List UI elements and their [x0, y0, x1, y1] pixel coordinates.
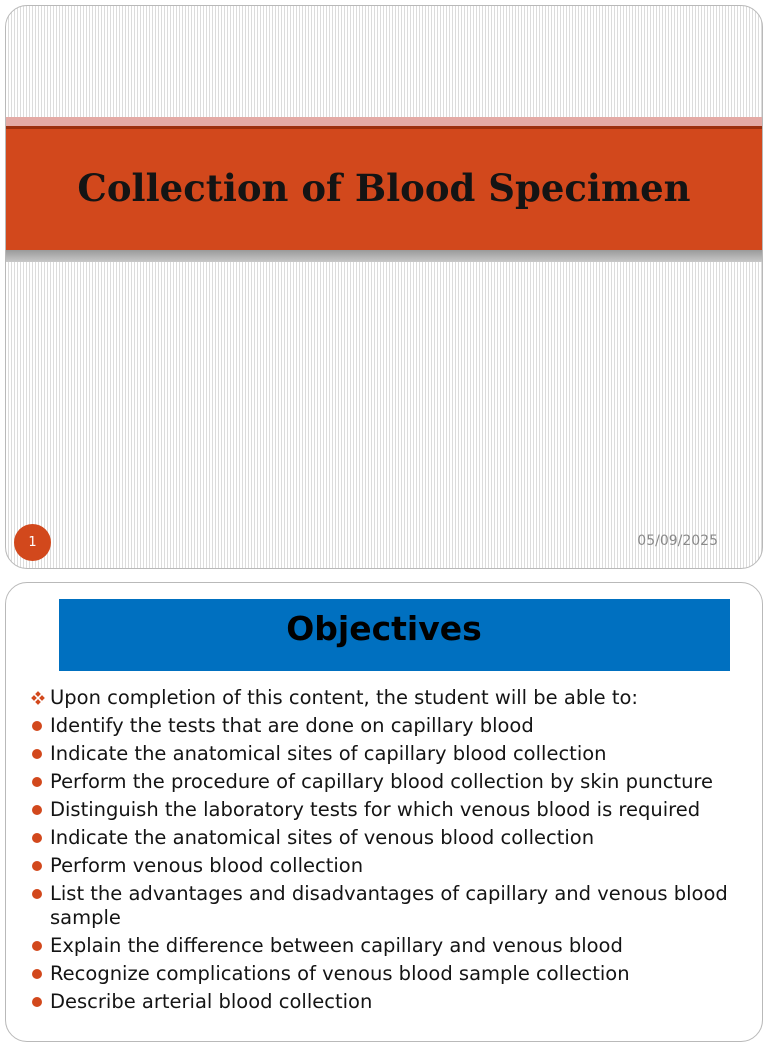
bullet-icon [32, 749, 42, 759]
banner-top-stripe [6, 117, 762, 126]
objectives-list [32, 686, 752, 1014]
list-item [32, 990, 752, 1014]
bullet-icon [32, 805, 42, 815]
list-item-text: Identify the tests that are done on capillary blood [50, 714, 534, 737]
objectives-intro-text: Upon completion of this content, the student will be able to: [50, 686, 638, 709]
list-item-text: Explain the difference between capillary and venous blood [50, 934, 623, 957]
bullet-icon [32, 941, 42, 951]
list-item [32, 934, 752, 958]
list-item [32, 962, 752, 986]
bullet-icon [32, 721, 42, 731]
title-slide [5, 5, 763, 569]
bullet-icon [32, 833, 42, 843]
objectives-slide [5, 582, 763, 1042]
list-item-text: Recognize complications of venous blood sample collection [50, 962, 630, 985]
list-item-text: List the advantages and disadvantages of capillary and venous blood sample [50, 882, 728, 929]
slide-title: Collection of Blood Specimen [77, 166, 691, 210]
bullet-icon [32, 889, 42, 899]
list-item [32, 882, 752, 930]
list-item [32, 798, 752, 822]
list-item [32, 854, 752, 878]
list-item-text: Distinguish the laboratory tests for which venous blood is required [50, 798, 701, 821]
list-item [32, 826, 752, 850]
bullet-icon [32, 777, 42, 787]
bullet-icon [32, 997, 42, 1007]
diamond-bullet-icon [32, 692, 44, 704]
slide-date: 05/09/2025 [637, 533, 718, 549]
list-item-text: Describe arterial blood collection [50, 990, 373, 1013]
page-number-badge: 1 [14, 524, 51, 561]
banner-shadow-stripe [6, 250, 762, 262]
list-item-text: Indicate the anatomical sites of venous blood collection [50, 826, 595, 849]
list-item-text: Perform the procedure of capillary blood collection by skin puncture [50, 770, 714, 793]
objectives-intro [32, 686, 752, 710]
list-item [32, 770, 752, 794]
bullet-icon [32, 969, 42, 979]
list-item [32, 742, 752, 766]
list-item-text: Indicate the anatomical sites of capillary blood collection [50, 742, 607, 765]
objectives-heading: Objectives [286, 609, 482, 648]
list-item [32, 714, 752, 738]
list-item-text: Perform venous blood collection [50, 854, 364, 877]
bullet-icon [32, 861, 42, 871]
